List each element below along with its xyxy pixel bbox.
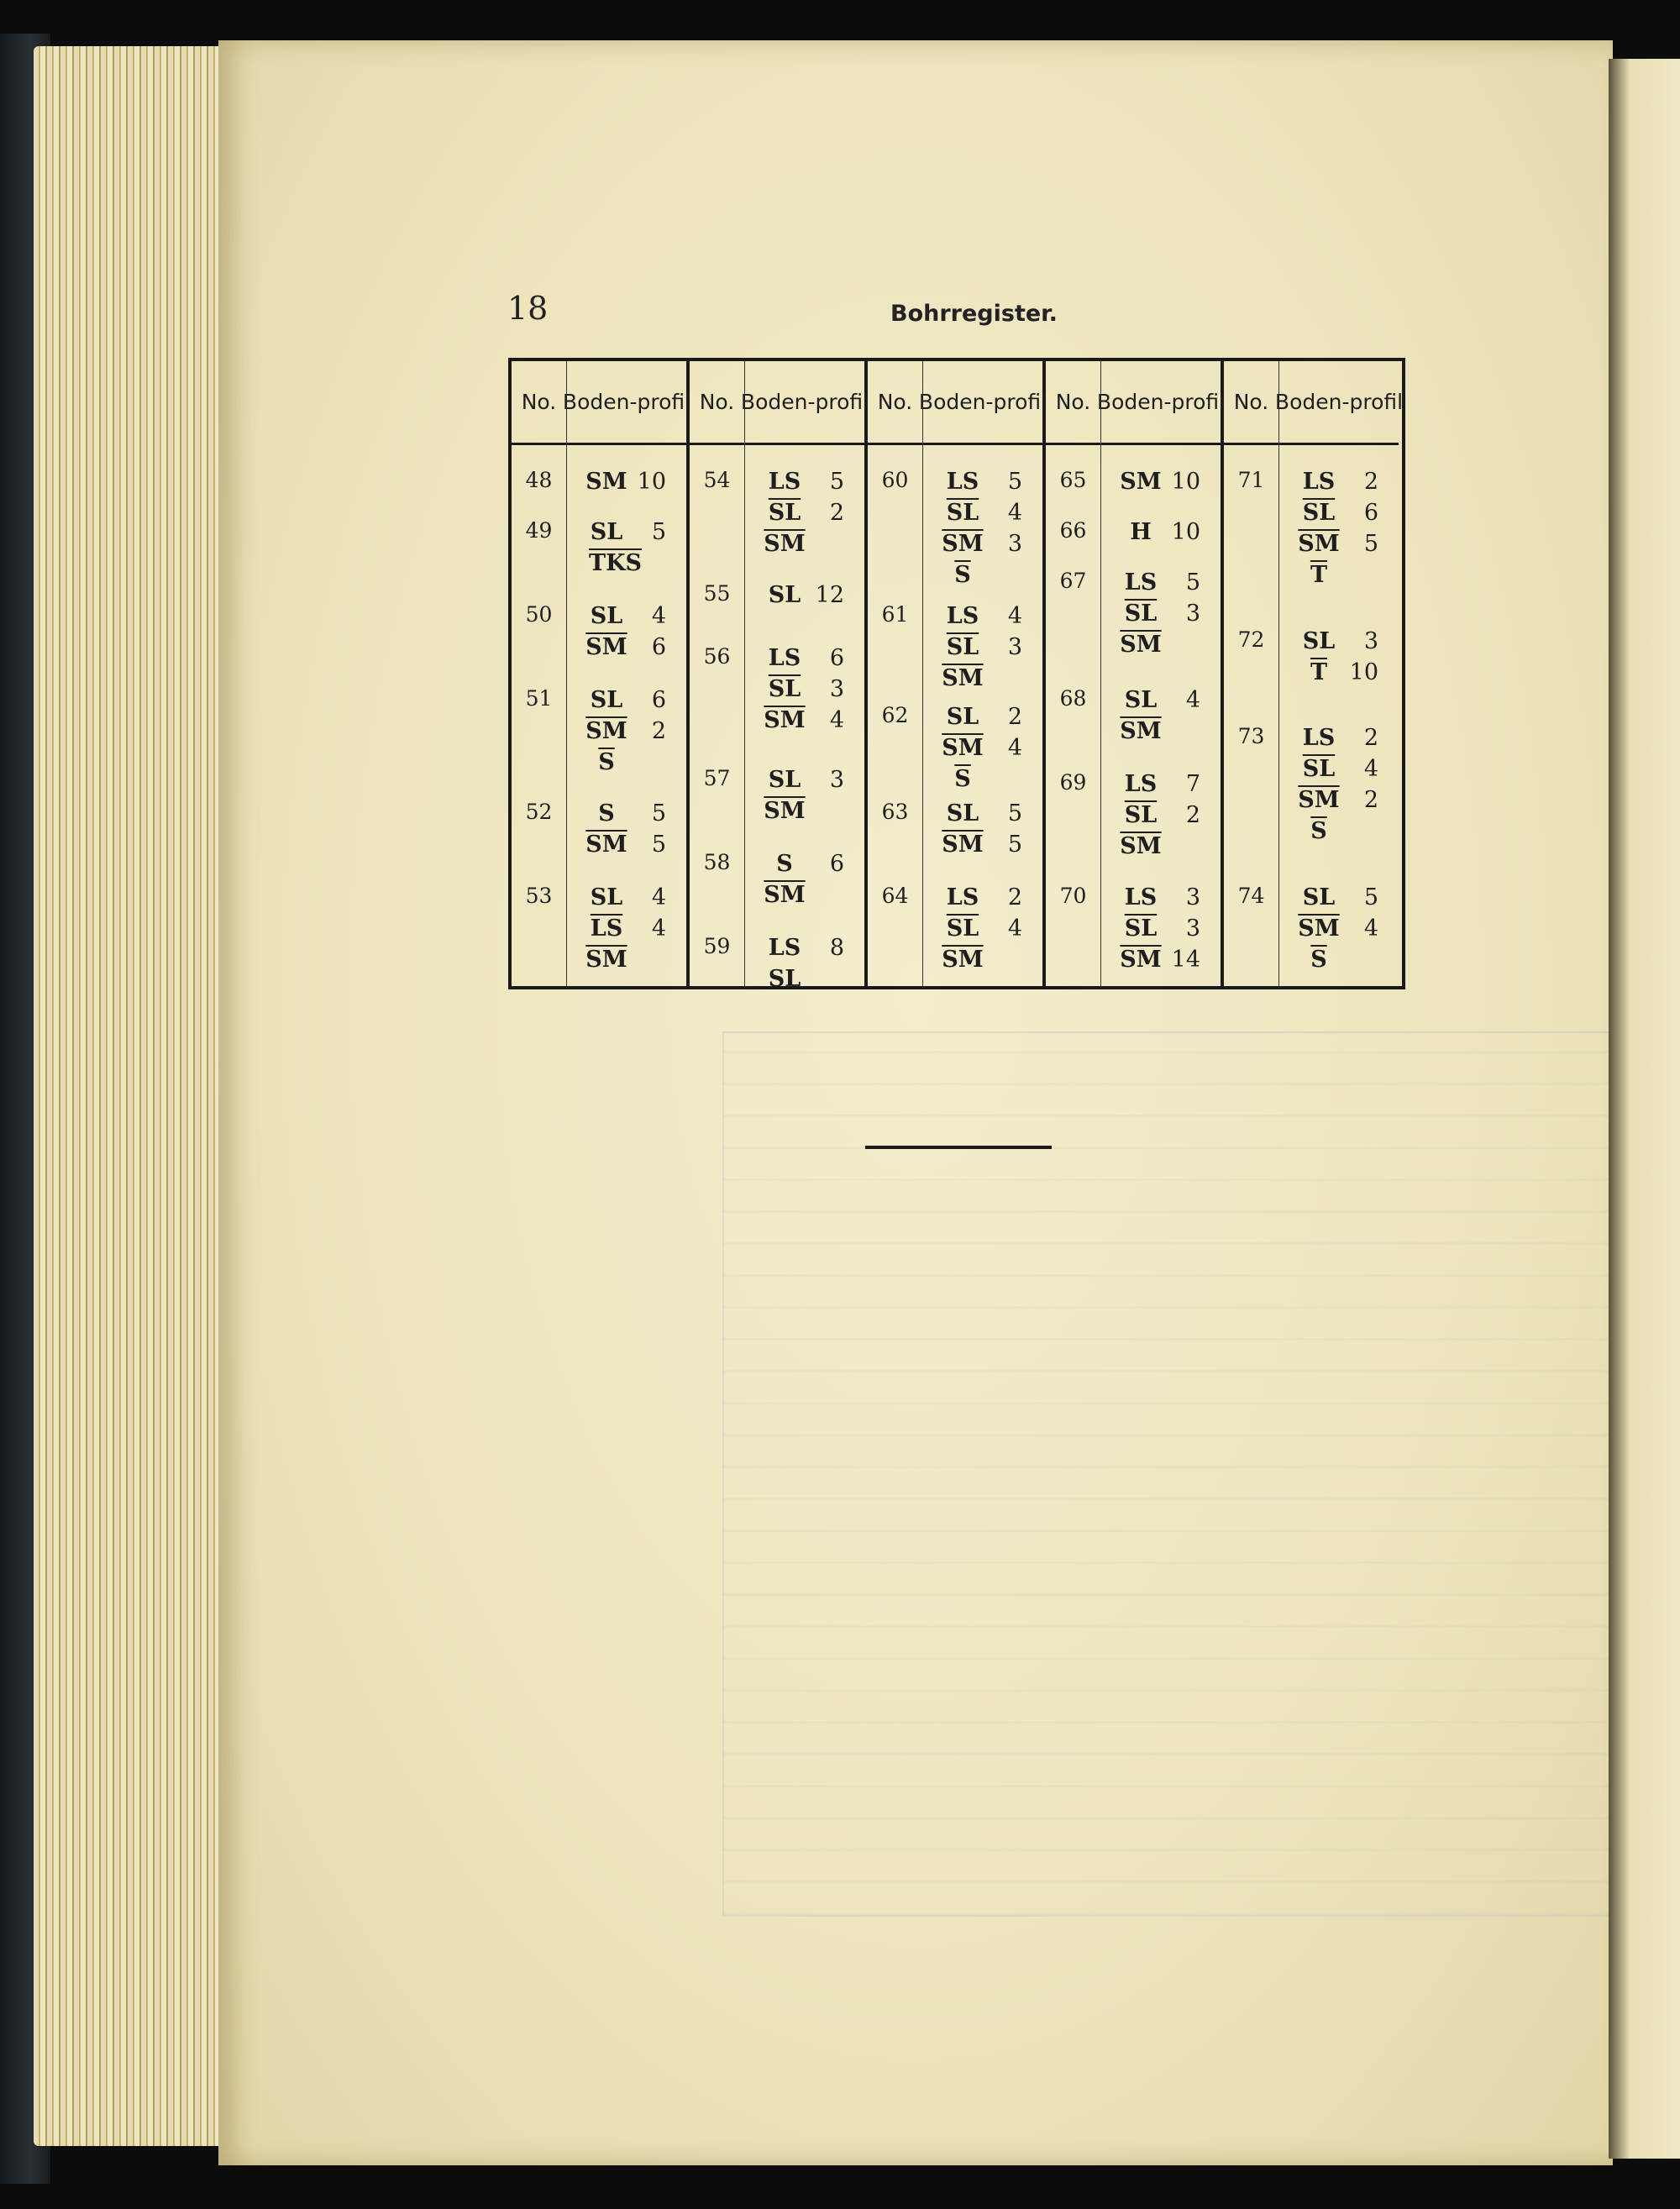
soil-layer [937, 732, 1036, 763]
layer-depth: 4 [1363, 916, 1378, 942]
boring-number: 60 [881, 468, 909, 492]
soil-layer [1115, 629, 1214, 660]
soil-layer [1293, 913, 1392, 944]
soil-code: $\overline{SM}$ [1298, 531, 1340, 557]
soil-code: $\overline{SM}$ [942, 832, 984, 858]
boring-number: 64 [881, 884, 909, 908]
soil-code: $\overline{SM}$ [585, 947, 627, 973]
layer-depth: 4 [1185, 687, 1200, 713]
soil-code: LS [768, 935, 801, 961]
soil-layer [580, 601, 680, 632]
soil-code: LS [1124, 771, 1158, 797]
soil-layer [937, 701, 1036, 732]
soil-code: $\overline{SL}$ [946, 916, 979, 942]
soil-layer [759, 848, 858, 879]
layer-depth: 5 [1007, 800, 1022, 826]
layer-depth: 7 [1185, 771, 1200, 797]
boring-number: 73 [1237, 724, 1265, 748]
soil-code: $\overline{SM}$ [764, 798, 806, 824]
soil-profile-entry [759, 466, 858, 559]
profile-column [740, 361, 869, 992]
number-column [868, 361, 923, 986]
soil-code: $\overline{SM}$ [942, 665, 984, 691]
soil-layer [759, 705, 858, 736]
boring-number: 62 [881, 703, 909, 727]
soil-profile-entry [937, 466, 1036, 590]
section-divider-rule [865, 1146, 1052, 1149]
layer-depth: 6 [1363, 500, 1378, 526]
soil-code: SL [946, 704, 979, 730]
layer-depth: 4 [1363, 756, 1378, 782]
soil-layer [1115, 831, 1214, 862]
column-header-profile: Boden- profil [923, 361, 1042, 445]
soil-code: SL [946, 800, 979, 826]
profile-column [1096, 361, 1226, 986]
layer-depth: 4 [651, 884, 666, 910]
soil-layer [937, 944, 1036, 975]
soil-code: $\overline{SM}$ [1120, 718, 1162, 744]
soil-code: LS [946, 603, 979, 629]
boring-number: 48 [525, 468, 553, 492]
soil-layer [1293, 816, 1392, 847]
soil-layer [937, 882, 1036, 913]
soil-code: SM [1120, 469, 1162, 495]
soil-code: H [1130, 519, 1152, 545]
soil-code: SL [1302, 884, 1336, 910]
soil-layer [937, 663, 1036, 694]
layer-depth: 4 [1007, 500, 1022, 526]
soil-layer [1293, 528, 1392, 559]
soil-profile-entry [580, 601, 680, 663]
soil-layer [1293, 626, 1392, 657]
boring-number: 50 [525, 602, 553, 627]
soil-code: $\overline{SM}$ [1298, 916, 1340, 942]
soil-layer [1293, 657, 1392, 688]
soil-profile-entry [580, 517, 680, 579]
soil-profile-entry [937, 882, 1036, 975]
layer-depth [989, 559, 1022, 590]
soil-layer [1115, 685, 1214, 716]
soil-layer [1293, 497, 1392, 528]
soil-code: $\overline{TKS}$ [589, 550, 643, 576]
soil-layer [759, 466, 858, 497]
boring-number: 53 [525, 884, 553, 908]
layer-depth: 2 [1185, 802, 1200, 828]
soil-code: SM [585, 469, 627, 495]
boring-number: 65 [1059, 468, 1087, 492]
column-header-no: No. [868, 361, 922, 445]
column-header-no: No. [690, 361, 744, 445]
soil-code: $\overline{SL}$ [768, 500, 801, 526]
soil-code: LS [946, 469, 979, 495]
soil-layer [1293, 466, 1392, 497]
soil-profile-entry [759, 580, 858, 611]
soil-layer [580, 548, 680, 579]
soil-layer [937, 763, 1036, 795]
layer-depth: 6 [651, 687, 666, 713]
soil-profile-entry [759, 848, 858, 910]
layer-depth: 5 [1363, 884, 1378, 910]
soil-code: $\overline{SL}$ [1302, 500, 1336, 526]
soil-code: LS [946, 884, 979, 910]
layer-depth: 3 [1185, 884, 1200, 910]
layer-depth: 5 [1007, 832, 1022, 858]
layer-depth [811, 879, 844, 910]
layer-depth: 5 [1185, 569, 1200, 596]
layer-depth: 6 [651, 634, 666, 660]
layer-depth: 5 [651, 519, 666, 545]
soil-code: $\overline{SM}$ [585, 634, 627, 660]
soil-code: $\overline{S}$ [1310, 818, 1327, 844]
soil-layer [759, 795, 858, 826]
profile-column [562, 361, 691, 986]
soil-layer [580, 632, 680, 663]
soil-code: $\overline{SM}$ [764, 531, 806, 557]
boring-number: 66 [1059, 518, 1087, 543]
number-column [1046, 361, 1101, 986]
soil-profile-entry [1293, 626, 1392, 688]
soil-code: SL [1302, 628, 1336, 654]
soil-layer [1115, 800, 1214, 831]
soil-code: LS [1302, 725, 1336, 751]
soil-layer [580, 798, 680, 829]
soil-profile-entry [1293, 722, 1392, 847]
layer-depth: 10 [1349, 659, 1378, 685]
soil-code: S [598, 800, 615, 826]
layer-depth [811, 528, 844, 559]
soil-code: $\overline{SM}$ [585, 832, 627, 858]
layer-depth [1167, 831, 1200, 862]
soil-code: LS [768, 645, 801, 671]
soil-profile-entry [1293, 882, 1392, 975]
soil-layer [759, 764, 858, 795]
page-edges [34, 46, 235, 2146]
soil-layer [759, 528, 858, 559]
soil-layer [937, 601, 1036, 632]
boring-number: 67 [1059, 569, 1087, 593]
layer-depth: 5 [651, 800, 666, 826]
layer-depth [1345, 559, 1378, 590]
soil-layer [937, 559, 1036, 590]
soil-layer [759, 963, 858, 994]
layer-depth [1345, 816, 1378, 847]
soil-layer [759, 879, 858, 910]
number-column [512, 361, 567, 986]
column-header-no: No. [512, 361, 566, 445]
page-number: 18 [507, 290, 549, 327]
layer-depth: 2 [829, 500, 844, 526]
soil-code: $\overline{SM}$ [1120, 833, 1162, 859]
table-column-group [1224, 361, 1404, 986]
layer-depth: 4 [651, 916, 666, 942]
table-column-group [868, 361, 1046, 986]
layer-depth: 3 [1185, 916, 1200, 942]
column-header-profile: Boden- profil [567, 361, 686, 445]
boring-number: 74 [1237, 884, 1265, 908]
soil-profile-entry [580, 466, 680, 497]
layer-depth: 6 [829, 645, 844, 671]
soil-code: $\overline{SM}$ [1120, 632, 1162, 658]
soil-code: $\overline{SL}$ [1302, 756, 1336, 782]
layer-depth: 4 [1007, 735, 1022, 761]
boring-number: 59 [703, 934, 731, 958]
facing-page-edge [1609, 59, 1680, 2159]
soil-layer [1293, 944, 1392, 975]
layer-depth [811, 963, 844, 994]
soil-layer [580, 944, 680, 975]
soil-profile-entry [580, 798, 680, 860]
soil-layer [937, 913, 1036, 944]
soil-code: S [776, 851, 793, 877]
column-header-no: No. [1046, 361, 1100, 445]
soil-code: $\overline{S}$ [1310, 947, 1327, 973]
soil-layer [1115, 567, 1214, 598]
boring-number: 51 [525, 686, 553, 711]
soil-layer [1115, 598, 1214, 629]
soil-code: SL [768, 767, 801, 793]
soil-layer [937, 528, 1036, 559]
soil-code: $\overline{SM}$ [585, 718, 627, 744]
layer-depth [989, 944, 1022, 975]
soil-layer [580, 685, 680, 716]
soil-layer [1115, 769, 1214, 800]
soil-layer [1293, 559, 1392, 590]
soil-layer [580, 747, 680, 778]
layer-depth: 3 [1363, 628, 1378, 654]
soil-layer [1115, 944, 1214, 975]
table-column-group [512, 361, 690, 986]
layer-depth: 4 [1007, 603, 1022, 629]
soil-code: SL [1124, 687, 1158, 713]
soil-layer [759, 643, 858, 674]
soil-profile-entry [759, 932, 858, 994]
layer-depth: 5 [1007, 469, 1022, 495]
soil-profile-entry [937, 701, 1036, 795]
boring-number: 56 [703, 644, 731, 669]
layer-depth [1167, 716, 1200, 747]
soil-code: $\overline{SM}$ [942, 531, 984, 557]
column-header-no: No. [1224, 361, 1278, 445]
boring-number: 70 [1059, 884, 1087, 908]
soil-code: SL [768, 582, 801, 608]
soil-layer [1293, 784, 1392, 816]
soil-code: $\overline{SL}$ [946, 634, 979, 660]
boring-number: 61 [881, 602, 909, 627]
soil-profile-entry [1293, 466, 1392, 590]
boring-number: 72 [1237, 627, 1265, 652]
number-column [690, 361, 745, 986]
column-header-profile: Boden- profil [1279, 361, 1399, 445]
soil-layer [1115, 882, 1214, 913]
table-column-group [690, 361, 869, 992]
soil-layer [1115, 466, 1214, 497]
soil-code: $\overline{SM}$ [1298, 787, 1340, 813]
layer-depth: 2 [1007, 884, 1022, 910]
layer-depth: 5 [651, 832, 666, 858]
layer-depth [989, 663, 1022, 694]
column-header-profile: Boden- profil [1101, 361, 1221, 445]
soil-layer [937, 466, 1036, 497]
boring-number: 63 [881, 800, 909, 824]
boring-number: 68 [1059, 686, 1087, 711]
layer-depth: 4 [1007, 916, 1022, 942]
soil-code: SL [590, 884, 623, 910]
layer-depth [989, 763, 1022, 795]
soil-code: $\overline{SM}$ [764, 882, 806, 908]
layer-depth [1167, 629, 1200, 660]
soil-code: SL [768, 966, 801, 992]
boring-number: 58 [703, 850, 731, 874]
soil-profile-entry [937, 798, 1036, 860]
layer-depth: 12 [815, 582, 844, 608]
soil-profile-entry [580, 685, 680, 778]
layer-depth: 3 [1185, 601, 1200, 627]
number-column [1224, 361, 1279, 986]
soil-code: SL [590, 603, 623, 629]
soil-layer [580, 517, 680, 548]
soil-code: SL [590, 519, 623, 545]
layer-depth: 3 [1007, 531, 1022, 557]
layer-depth [654, 548, 680, 579]
soil-layer [937, 632, 1036, 663]
soil-layer [1115, 913, 1214, 944]
boring-number: 57 [703, 766, 731, 790]
soil-layer [759, 497, 858, 528]
soil-layer [937, 497, 1036, 528]
layer-depth: 14 [1171, 947, 1200, 973]
layer-depth: 2 [1363, 469, 1378, 495]
profile-column [918, 361, 1047, 986]
layer-depth: 3 [829, 767, 844, 793]
boring-number: 54 [703, 468, 731, 492]
soil-profile-entry [1115, 769, 1214, 862]
soil-code: LS [768, 469, 801, 495]
soil-code: $\overline{S}$ [954, 562, 971, 588]
layer-depth [1345, 944, 1378, 975]
soil-profile-entry [1115, 685, 1214, 747]
layer-depth: 10 [1171, 469, 1200, 495]
layer-depth: 3 [829, 676, 844, 702]
boring-number: 71 [1237, 468, 1265, 492]
soil-code: $\overline{T}$ [1310, 659, 1328, 685]
soil-profile-entry [759, 764, 858, 826]
column-header-profile: Boden- profil [745, 361, 864, 445]
soil-layer [937, 829, 1036, 860]
layer-depth: 5 [829, 469, 844, 495]
soil-code: $\overline{S}$ [598, 749, 615, 775]
soil-layer [1293, 753, 1392, 784]
table-column-group [1046, 361, 1224, 986]
soil-code: $\overline{LS}$ [590, 916, 623, 942]
layer-depth: 4 [829, 707, 844, 733]
profile-column [1274, 361, 1404, 986]
layer-depth: 4 [651, 603, 666, 629]
layer-depth: 8 [829, 935, 844, 961]
soil-layer [759, 580, 858, 611]
soil-profile-entry [937, 601, 1036, 694]
layer-depth: 3 [1007, 634, 1022, 660]
layer-depth: 10 [637, 469, 666, 495]
soil-layer [580, 716, 680, 747]
soil-profile-entry [759, 643, 858, 736]
layer-depth [811, 795, 844, 826]
layer-depth: 2 [1363, 725, 1378, 751]
soil-code: $\overline{SL}$ [768, 676, 801, 702]
layer-depth: 6 [829, 851, 844, 877]
soil-layer [759, 932, 858, 963]
soil-code: LS [1124, 884, 1158, 910]
boring-number: 49 [525, 518, 553, 543]
layer-depth: 2 [1363, 787, 1378, 813]
soil-code: $\overline{SL}$ [1124, 601, 1158, 627]
layer-depth: 2 [651, 718, 666, 744]
soil-layer [759, 674, 858, 705]
soil-code: $\overline{SM}$ [942, 735, 984, 761]
soil-profile-entry [1115, 882, 1214, 975]
page-title: Bohrregister. [890, 301, 1058, 327]
soil-layer [580, 829, 680, 860]
soil-profile-entry [1115, 517, 1214, 548]
soil-layer [580, 466, 680, 497]
soil-layer [580, 913, 680, 944]
layer-depth: 10 [1171, 519, 1200, 545]
layer-depth: 2 [1007, 704, 1022, 730]
soil-code: $\overline{SL}$ [1124, 802, 1158, 828]
layer-depth: 5 [1363, 531, 1378, 557]
soil-code: SL [590, 687, 623, 713]
soil-code: $\overline{SM}$ [764, 707, 806, 733]
soil-code: $\overline{S}$ [954, 766, 971, 792]
soil-profile-entry [1115, 466, 1214, 497]
soil-code: LS [1302, 469, 1336, 495]
show-through-table [722, 1031, 1650, 1917]
soil-code: LS [1124, 569, 1158, 596]
bohr-register-table [508, 358, 1405, 992]
soil-code: $\overline{T}$ [1310, 562, 1328, 588]
soil-layer [937, 798, 1036, 829]
layer-depth [633, 747, 666, 778]
soil-code: $\overline{SL}$ [1124, 916, 1158, 942]
boring-number: 55 [703, 581, 731, 606]
soil-layer [1115, 716, 1214, 747]
soil-code: $\overline{SL}$ [946, 500, 979, 526]
soil-profile-entry [1115, 567, 1214, 660]
soil-layer [580, 882, 680, 913]
soil-profile-entry [580, 882, 680, 975]
soil-code: $\overline{SM}$ [1120, 947, 1162, 973]
boring-number: 69 [1059, 770, 1087, 795]
soil-layer [1293, 722, 1392, 753]
soil-layer [1115, 517, 1214, 548]
soil-layer [1293, 882, 1392, 913]
soil-code: $\overline{SM}$ [942, 947, 984, 973]
layer-depth [633, 944, 666, 975]
boring-number: 52 [525, 800, 553, 824]
